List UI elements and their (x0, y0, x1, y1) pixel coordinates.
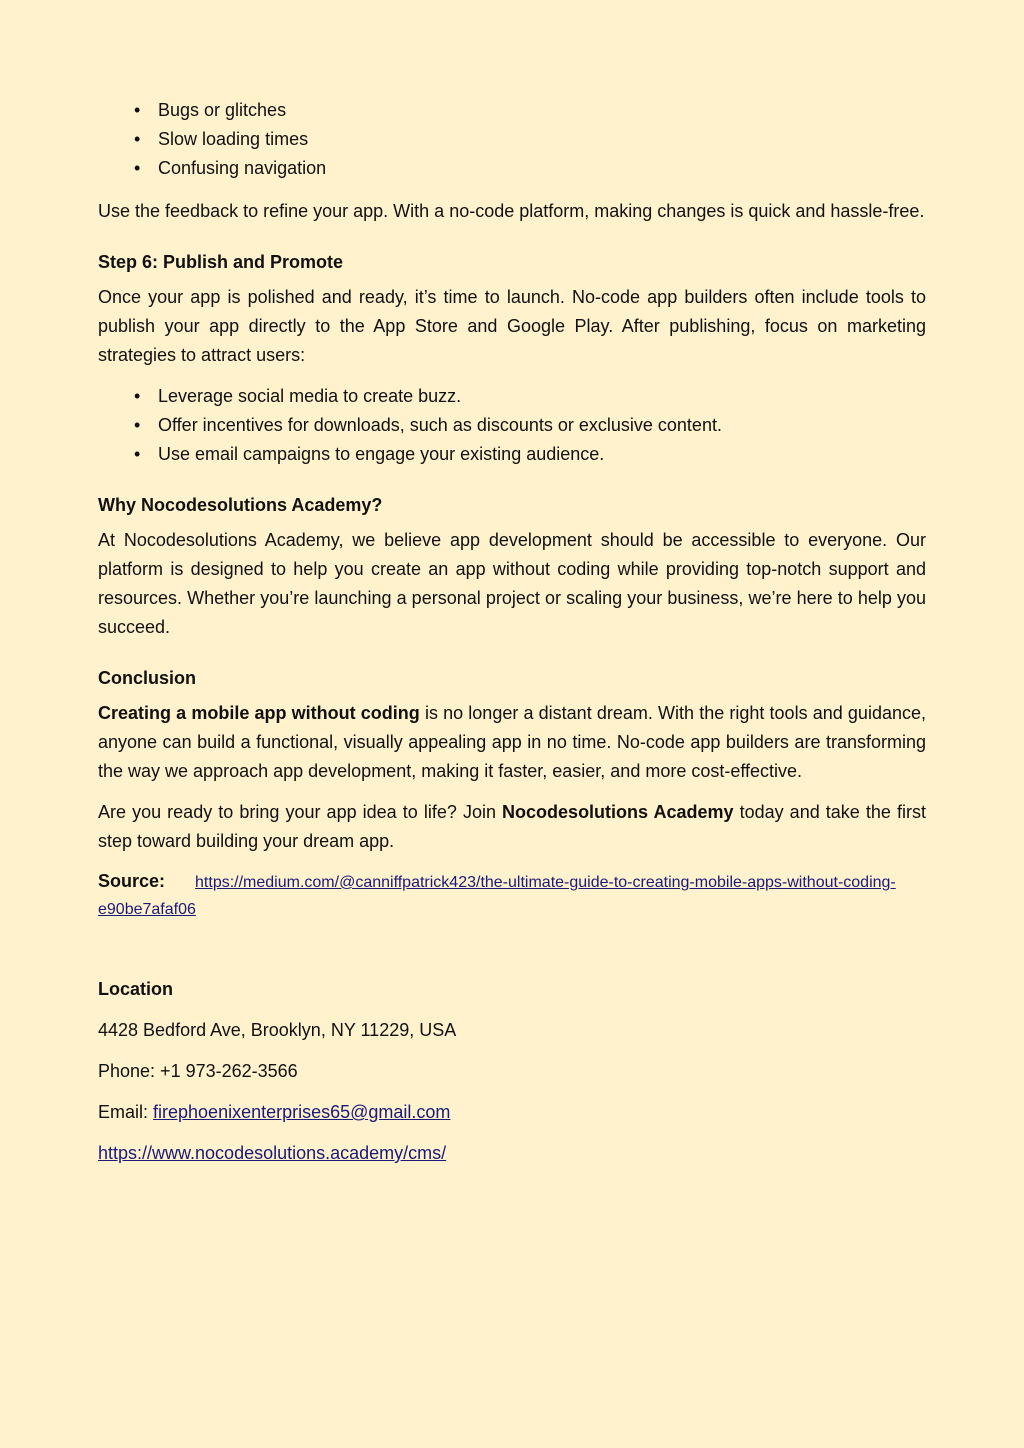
issues-list (98, 96, 926, 183)
conclusion-bold-phrase: Creating a mobile app without coding (98, 703, 420, 723)
list-item: • Confusing navigation (98, 154, 926, 183)
website-line (98, 1139, 926, 1168)
conclusion-heading: Conclusion (98, 668, 196, 688)
why-paragraph: At Nocodesolutions Academy, we believe app development should be accessible to everyone. Our platform is designed to help you create an app without coding while providing top-notch support and resources. Whether you’re launching a personal project or scaling your business, we’re here to help you succeed. (98, 530, 926, 637)
why-heading: Why Nocodesolutions Academy? (98, 495, 383, 515)
academy-name: Nocodesolutions Academy (502, 802, 734, 822)
email-label: Email: (98, 1102, 154, 1122)
website-link[interactable]: https://www.nocodesolutions.academy/cms/ (98, 1143, 447, 1163)
conclusion-paragraph-1 (98, 699, 926, 786)
step6-heading: Step 6: Publish and Promote (98, 252, 344, 272)
source-link[interactable]: https://medium.com/@canniffpatrick423/the-ultimate-guide-to-creating-mobile-apps-without-coding-e90be7afaf06 (98, 874, 896, 918)
feedback-paragraph: Use the feedback to refine your app. With a no-code platform, making changes is quick and hassle-free. (98, 201, 925, 221)
email-line (98, 1098, 926, 1127)
conclusion-text-end: today and take the first step toward building your dream app. (98, 802, 926, 851)
source-label: Source: (98, 871, 166, 891)
promotion-list (98, 382, 926, 469)
conclusion-text-start: Are you ready to bring your app idea to life? Join (98, 802, 503, 822)
location-heading: Location (98, 979, 173, 999)
step6-paragraph: Once your app is polished and ready, it’s time to launch. No-code app builders often include tools to publish your app directly to the App Store and Google Play. After publishing, focus on marketing strategies to attract users: (98, 287, 926, 365)
list-item: • Slow loading times (98, 125, 926, 154)
phone-text: Phone: +1 973-262-3566 (98, 1061, 298, 1081)
source-line (98, 868, 926, 923)
address-text: 4428 Bedford Ave, Brooklyn, NY 11229, USA (98, 1020, 457, 1040)
list-item: • Leverage social media to create buzz. (98, 382, 926, 411)
list-item: • Offer incentives for downloads, such as discounts or exclusive content. (98, 411, 926, 440)
list-item: • Bugs or glitches (98, 96, 926, 125)
list-item: • Use email campaigns to engage your existing audience. (98, 440, 926, 469)
email-link[interactable]: firephoenixenterprises65@gmail.com (153, 1102, 451, 1122)
conclusion-text: is no longer a distant dream. With the right tools and guidance, anyone can build a functional, visually appealing app in no time. No-code app builders are transforming the way we approach app development, making it faster, easier, and more cost-effective. (98, 703, 926, 781)
conclusion-paragraph-2 (98, 798, 926, 856)
